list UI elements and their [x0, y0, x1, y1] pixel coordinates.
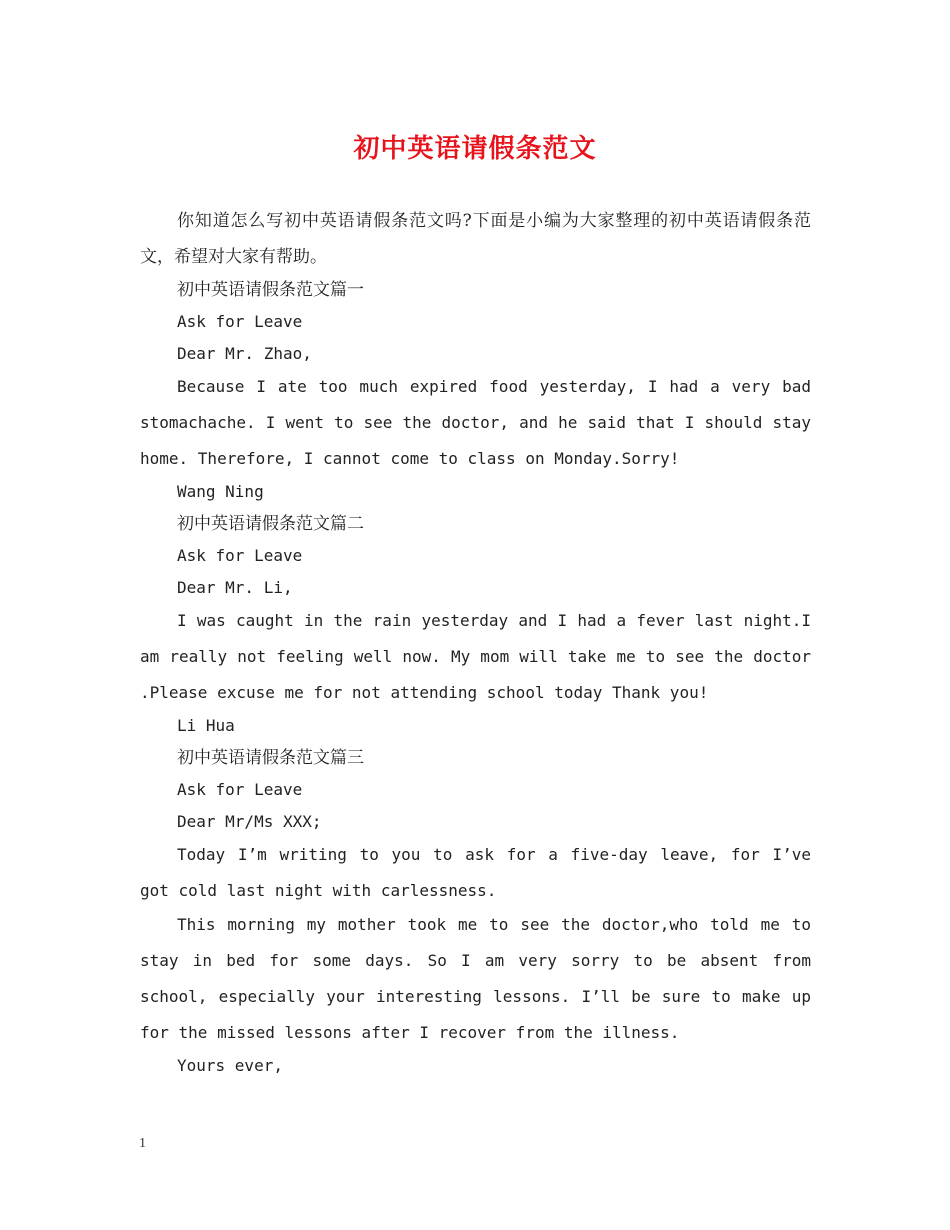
letter-3-closing: Yours ever,	[177, 1056, 283, 1075]
letter-2-salutation: Dear Mr. Li,	[177, 578, 293, 597]
letter-1-salutation: Dear Mr. Zhao,	[177, 344, 312, 363]
letter-2-body: I was caught in the rain yesterday and I had a fever last night.I am really not feeling well now. My mom will take me to see the doctor .Please excuse me for not attending school today Thank you!	[140, 611, 811, 702]
letter-1-body: Because I ate too much expired food yesterday, I had a very bad stomachache. I went to see the doctor, and he said that I should stay home. Therefore, I cannot come to class on Monday.Sorry!	[140, 377, 811, 468]
page-number: 1	[139, 1136, 146, 1151]
letter-3-salutation: Dear Mr/Ms XXX;	[177, 812, 322, 831]
page-title: 初中英语请假条范文	[353, 134, 597, 164]
section-heading-1: 初中英语请假条范文篇一	[177, 280, 364, 300]
letter-1-subject: Ask for Leave	[177, 312, 303, 331]
section-heading-2: 初中英语请假条范文篇二	[177, 514, 364, 534]
letter-3-body-2: This morning my mother took me to see the doctor,who told me to stay in bed for some days. So I am very sorry to be absent from school, especially your interesting lessons. I’ll be sure to make up for the missed lessons after I recover from the illness.	[140, 915, 811, 1042]
section-heading-3: 初中英语请假条范文篇三	[177, 748, 364, 768]
document-body	[140, 203, 811, 1081]
letter-1-signature: Wang Ning	[177, 482, 264, 501]
intro-paragraph: 你知道怎么写初中英语请假条范文吗?下面是小编为大家整理的初中英语请假条范文，希望对大家有帮助。	[140, 211, 811, 267]
letter-3-subject: Ask for Leave	[177, 780, 303, 799]
letter-3-body-1: Today I’m writing to you to ask for a five-day leave, for I’ve got cold last night with carlessness.	[140, 845, 811, 900]
letter-2-signature: Li Hua	[177, 716, 235, 735]
letter-2-subject: Ask for Leave	[177, 546, 303, 565]
